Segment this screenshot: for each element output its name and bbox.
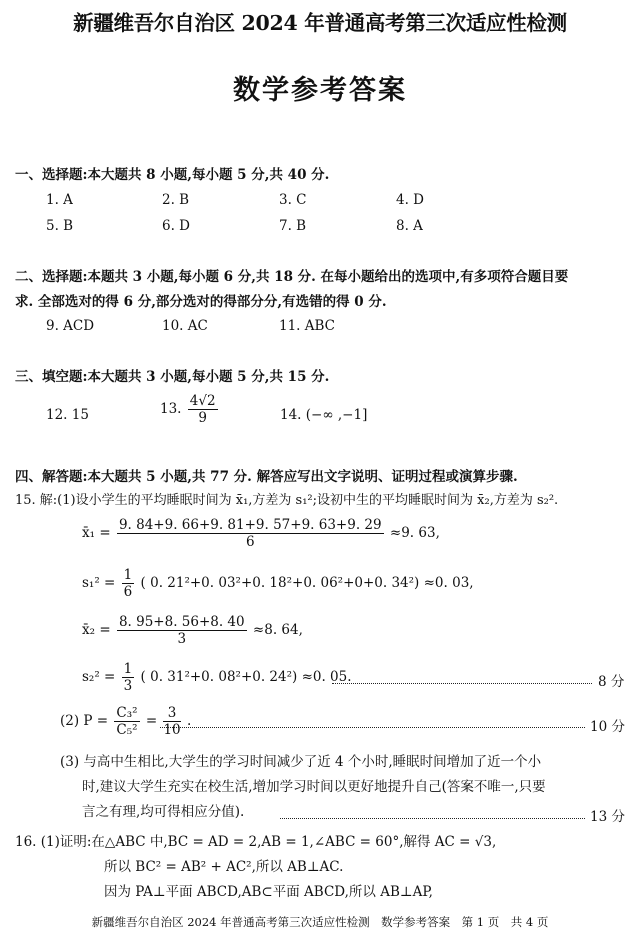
answer-13-label: 13. <box>160 401 182 417</box>
score-10: 10 分 <box>590 719 625 735</box>
score-leader-dots-3 <box>280 818 585 819</box>
answer-5: 5. B <box>46 218 74 234</box>
q15-part2-formula <box>60 705 191 738</box>
q15-part3-line2: 时,建议大学生充实在校生活,增加学习时间以更好地提升自己(答案不唯一,只要 <box>82 779 546 795</box>
q15-x2-formula <box>82 614 303 647</box>
answer-9: 9. ACD <box>46 318 95 334</box>
x2-rhs: ≈8. 64, <box>252 622 303 638</box>
q15-part3-line3: 言之有理,均可得相应分值). <box>82 804 245 820</box>
score-leader-dots-1 <box>332 683 592 684</box>
section2-heading-line1: 二、选择题:本题共 3 小题,每小题 6 分,共 18 分. 在每小题给出的选项中,有多项符合题目要 <box>15 269 569 285</box>
s2-rhs: ( 0. 31²+0. 08²+0. 24²) ≈0. 05. <box>140 669 352 685</box>
answer-6: 6. D <box>162 218 190 234</box>
q16-line1: 16. (1)证明:在△ABC 中,BC = AD = 2,AB = 1,∠ABC = 60°,解得 AC = √3, <box>15 834 497 850</box>
x1-fraction <box>117 517 384 550</box>
s2-lhs: s₂² = <box>82 669 116 685</box>
answer-13-denominator: 9 <box>198 410 207 426</box>
q15-intro: 15. 解:(1)设小学生的平均睡眠时间为 x̄₁,方差为 s₁²;设初中生的平均睡眠时间为 x̄₂,方差为 s₂². <box>15 493 559 508</box>
answer-14: 14. (−∞ ,−1] <box>280 407 368 423</box>
p2-label: (2) P = <box>60 713 109 729</box>
p2-result-fraction <box>163 705 180 738</box>
score-leader-dots-2 <box>160 727 585 728</box>
q16-line2: 所以 BC² = AB² + AC²,所以 AB⊥AC. <box>104 859 344 875</box>
document-subtitle: 数学参考答案 <box>233 75 407 106</box>
answer-11: 11. ABC <box>279 318 336 334</box>
document-title: 新疆维吾尔自治区 2024 年普通高考第三次适应性检测 <box>73 11 567 35</box>
answer-2: 2. B <box>162 192 190 208</box>
q15-s1-formula <box>82 567 474 600</box>
x2-lhs: x̄₂ = <box>82 622 111 638</box>
x2-numerator: 8. 95+8. 56+8. 40 <box>118 614 245 630</box>
s2-numerator: 1 <box>123 661 133 677</box>
x2-fraction <box>117 614 247 647</box>
score-8: 8 分 <box>598 674 625 690</box>
s2-denominator: 3 <box>123 678 133 694</box>
x1-lhs: x̄₁ = <box>82 525 111 541</box>
s2-fraction <box>122 661 135 694</box>
score-13: 13 分 <box>590 809 625 825</box>
answer-13 <box>160 393 220 426</box>
s1-fraction <box>122 567 135 600</box>
section3-heading: 三、填空题:本大题共 3 小题,每小题 5 分,共 15 分. <box>15 369 330 385</box>
p2-denominator-2: 10 <box>163 722 181 738</box>
p2-numerator-2: 3 <box>163 705 180 722</box>
answer-1: 1. A <box>46 192 73 208</box>
page-footer: 新疆维吾尔自治区 2024 年普通高考第三次适应性检测 数学参考答案 第 1 页 共 4 页 <box>91 915 549 929</box>
p2-equals: = <box>145 713 158 729</box>
s1-denominator: 6 <box>123 584 133 600</box>
x2-denominator: 3 <box>177 631 187 647</box>
q15-s2-formula <box>82 661 352 694</box>
s1-lhs: s₁² = <box>82 575 116 591</box>
q16-line3: 因为 PA⊥平面 ABCD,AB⊂平面 ABCD,所以 AB⊥AP, <box>104 884 433 900</box>
p2-denominator-1: C₅² <box>116 722 138 738</box>
q15-x1-formula <box>82 517 440 550</box>
q15-part3-line1: (3) 与高中生相比,大学生的学习时间减少了近 4 个小时,睡眠时间增加了近一个小 <box>60 754 542 770</box>
p2-combination-fraction <box>114 705 139 738</box>
section1-heading: 一、选择题:本大题共 8 小题,每小题 5 分,共 40 分. <box>15 167 330 183</box>
answer-3: 3. C <box>279 192 307 208</box>
p2-numerator-1: C₃² <box>116 705 138 721</box>
answer-4: 4. D <box>396 192 424 208</box>
answer-13-fraction <box>188 393 218 426</box>
answer-10: 10. AC <box>162 318 208 334</box>
s1-numerator: 1 <box>123 567 133 583</box>
x1-denominator: 6 <box>245 534 255 550</box>
answer-12: 12. 15 <box>46 407 89 423</box>
answer-7: 7. B <box>279 218 307 234</box>
answer-8: 8. A <box>396 218 423 234</box>
x1-rhs: ≈9. 63, <box>389 525 440 541</box>
answer-13-numerator: 4√2 <box>189 393 216 409</box>
s1-rhs: ( 0. 21²+0. 03²+0. 18²+0. 06²+0+0. 34²) ≈0. 03, <box>140 575 474 591</box>
x1-numerator: 9. 84+9. 66+9. 81+9. 57+9. 63+9. 29 <box>118 517 382 533</box>
section2-heading-line2: 求. 全部选对的得 6 分,部分选对的得部分分,有选错的得 0 分. <box>15 294 387 310</box>
p2-period: . <box>186 713 192 729</box>
section4-heading: 四、解答题:本大题共 5 小题,共 77 分. 解答应写出文字说明、证明过程或演算步骤. <box>15 469 518 485</box>
